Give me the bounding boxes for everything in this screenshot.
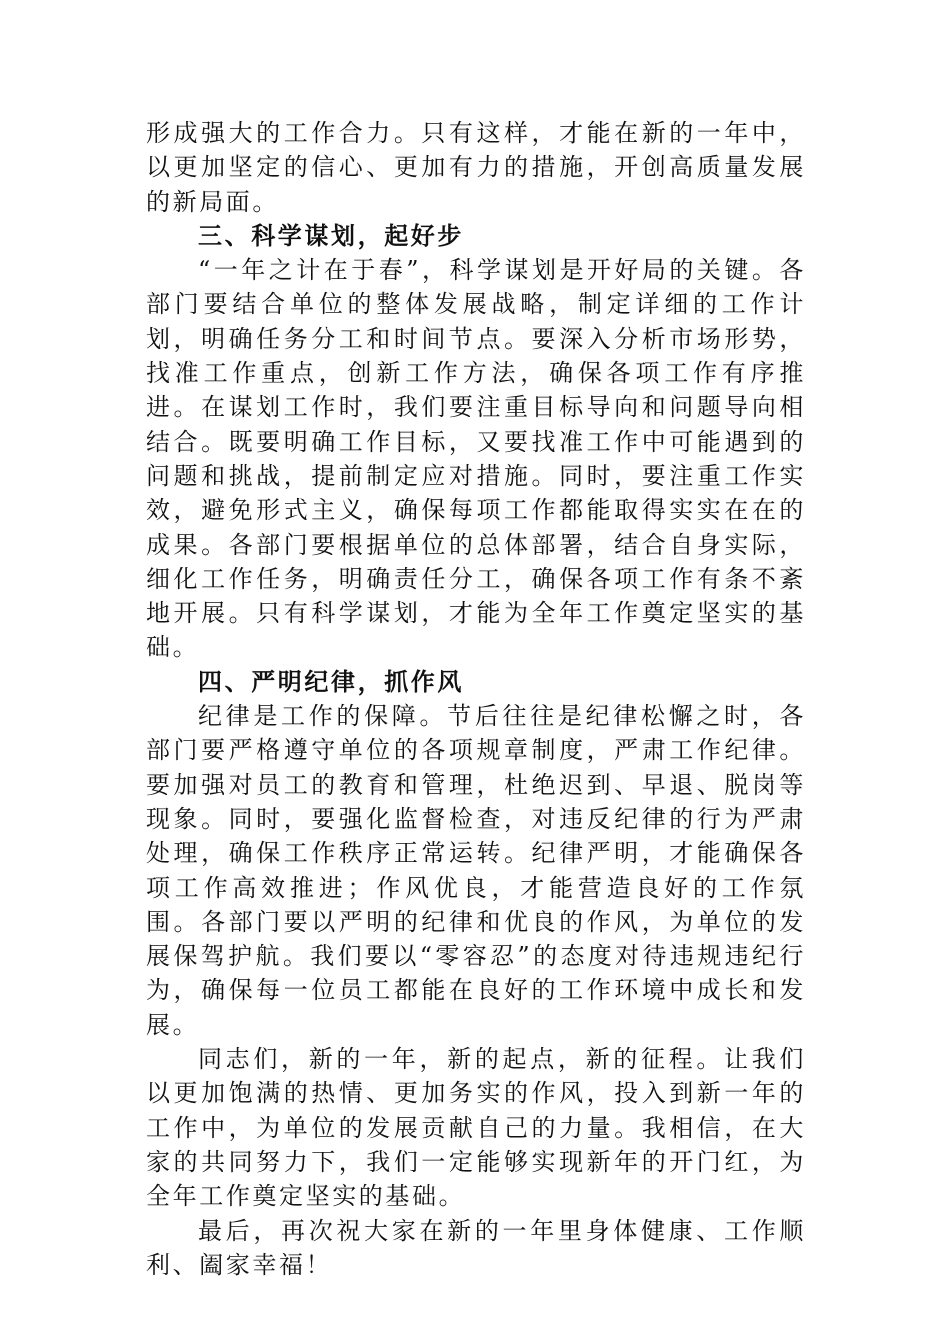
section-heading-4: 四、严明纪律，抓作风 <box>198 667 464 696</box>
section-heading-3: 三、科学谋划，起好步 <box>198 221 464 250</box>
closing-paragraph: 最后，再次祝大家在新的一年里身体健康、工作顺利、阖家幸福！ <box>146 1216 806 1279</box>
body-paragraph: 同志们，新的一年，新的起点，新的征程。让我们以更加饱满的热情、更加务实的作风，投入到新一年的工作中，为单位的发展贡献自己的力量。我相信，在大家的共同努力下，我们一定能够实现新年的开门红，为全年工作奠定坚实的基础。 <box>146 1045 806 1211</box>
document-body <box>146 116 806 1282</box>
body-paragraph: 纪律是工作的保障。节后往往是纪律松懈之时，各部门要严格遵守单位的各项规章制度，严肃工作纪律。要加强对员工的教育和管理，杜绝迟到、早退、脱岗等现象。同时，要强化监督检查，对违反纪律的行为严肃处理，确保工作秩序正常运转。纪律严明，才能确保各项工作高效推进；作风优良，才能营造良好的工作氛围。各部门要以严明的纪律和优良的作风，为单位的发展保驾护航。我们要以“零容忍”的态度对待违规违纪行为，确保每一位员工都能在良好的工作环境中成长和发展。 <box>146 702 806 1039</box>
body-paragraph: “一年之计在于春”，科学谋划是开好局的关键。各部门要结合单位的整体发展战略，制定详细的工作计划，明确任务分工和时间节点。要深入分析市场形势，找准工作重点，创新工作方法，确保各项工作有序推进。在谋划工作时，我们要注重目标导向和问题导向相结合。既要明确工作目标，又要找准工作中可能遇到的问题和挑战，提前制定应对措施。同时，要注重工作实效，避免形式主义，确保每项工作都能取得实实在在的成果。各部门要根据单位的总体部署，结合自身实际，细化工作任务，明确责任分工，确保各项工作有条不紊地开展。只有科学谋划，才能为全年工作奠定坚实的基础。 <box>146 256 806 662</box>
body-paragraph: 形成强大的工作合力。只有这样，才能在新的一年中，以更加坚定的信心、更加有力的措施，开创高质量发展的新局面。 <box>146 119 806 216</box>
